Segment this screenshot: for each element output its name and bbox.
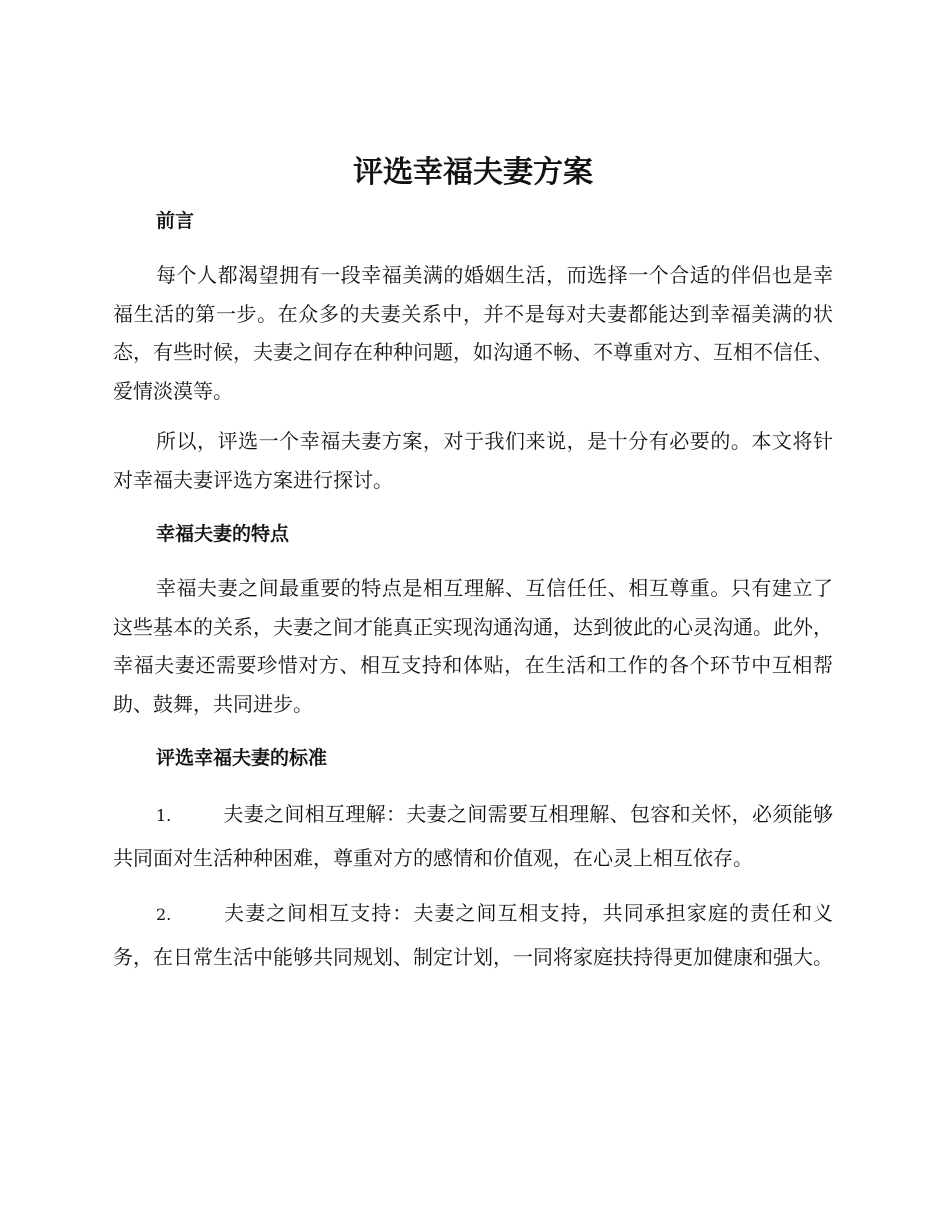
list-item [113,892,833,979]
paragraph: 所以，评选一个幸福夫妻方案，对于我们来说，是十分有必要的。本文将针对幸福夫妻评选方案进行探讨。 [113,429,833,492]
list-item [113,793,833,880]
paragraph: 每个人都渴望拥有一段幸福美满的婚姻生活，而选择一个合适的伴侣也是幸福生活的第一步。在众多的夫妻关系中，并不是每对夫妻都能达到幸福美满的状态，有些时候，夫妻之间存在种种问题，如沟通不畅、不尊重对方、互相不信任、爱情淡漠等。 [113,263,833,403]
document-page [113,148,833,979]
list-item-number: 1. [156,806,172,825]
section-heading-preface: 前言 [156,210,195,232]
document-title: 评选幸福夫妻方案 [353,155,593,190]
section-heading-criteria: 评选幸福夫妻的标准 [156,747,328,769]
list-item-number: 2. [156,905,172,924]
paragraph: 幸福夫妻之间最重要的特点是相互理解、互信任任、相互尊重。只有建立了这些基本的关系，夫妻之间才能真正实现沟通沟通，达到彼此的心灵沟通。此外，幸福夫妻还需要珍惜对方、相互支持和体贴，在生活和工作的各个环节中互相帮助、鼓舞，共同进步。 [113,576,833,716]
list-item-text: 夫妻之间相互理解：夫妻之间需要互相理解、包容和关怀，必须能够共同面对生活种种困难，尊重对方的感情和价值观，在心灵上相互依存。 [113,802,833,870]
section-heading-traits: 幸福夫妻的特点 [156,523,290,545]
list-item-text: 夫妻之间相互支持：夫妻之间互相支持，共同承担家庭的责任和义务，在日常生活中能够共同规划、制定计划，一同将家庭扶持得更加健康和强大。 [113,901,833,969]
